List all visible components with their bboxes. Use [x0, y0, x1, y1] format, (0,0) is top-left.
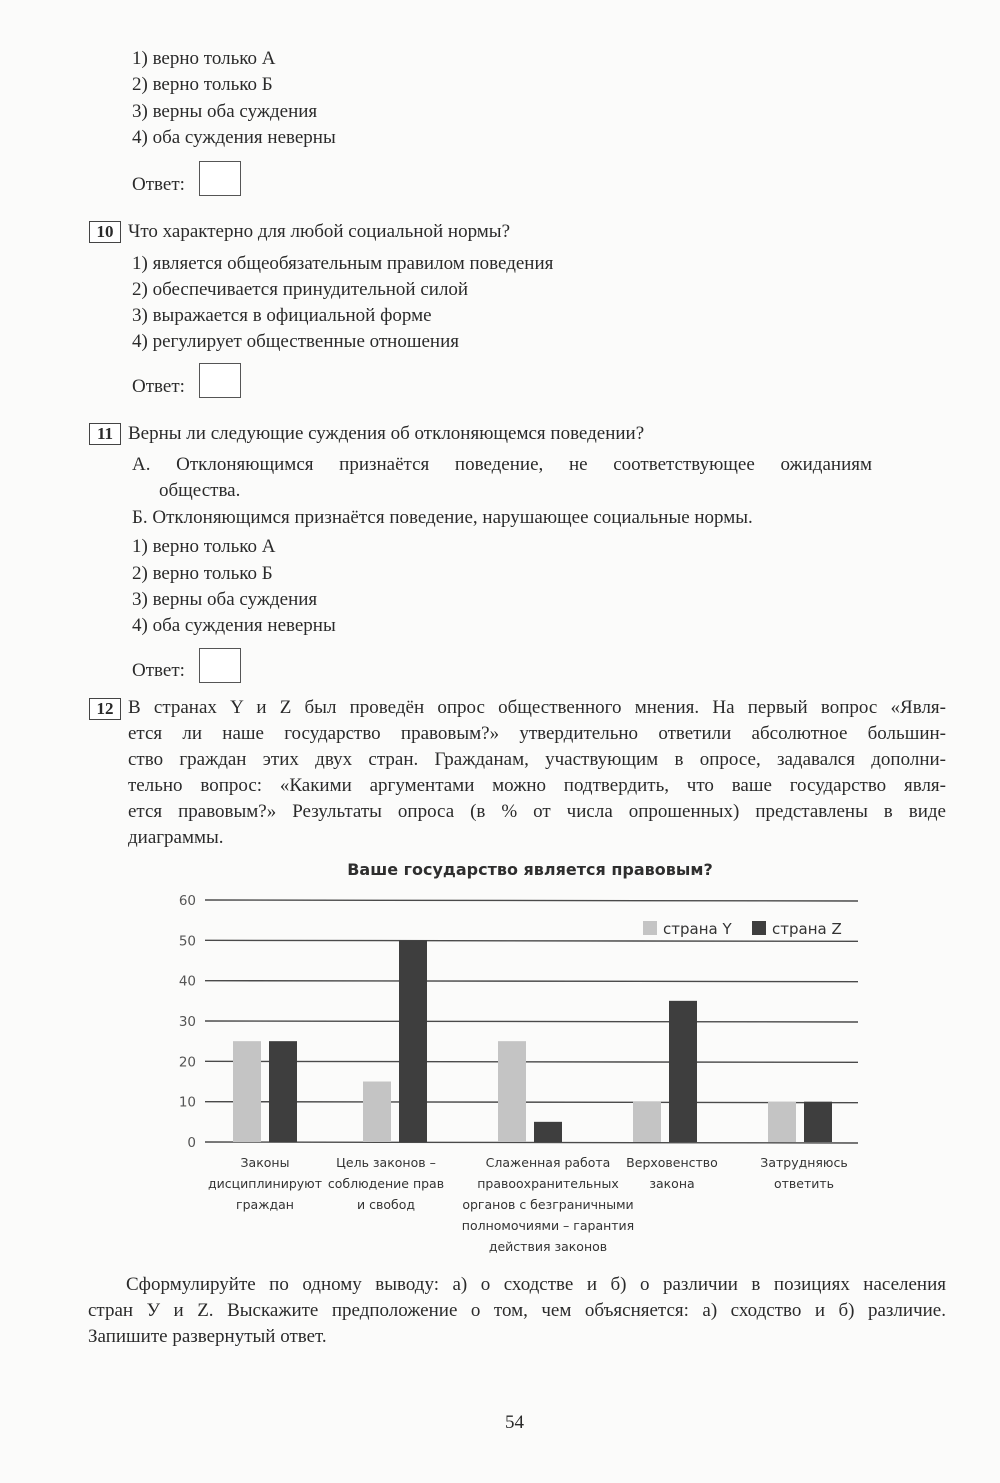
- q11-statement-b: Б. Отклоняющимся признаётся поведение, нарушающее социальные нормы.: [132, 507, 753, 528]
- y-tick-label: 60: [178, 893, 196, 909]
- y-tick-label: 0: [187, 1135, 196, 1151]
- bar-chart: [160, 885, 880, 1160]
- bar-z-2: [534, 1122, 562, 1142]
- category-label-line: Законы: [240, 1155, 290, 1170]
- gridline: [205, 1102, 858, 1103]
- category-label: [626, 1152, 718, 1194]
- category-label-line: правоохранительных: [477, 1176, 619, 1191]
- q12-text-line: ется правовым?» Результаты опроса (в % от числа опрошенных) представлены в виде: [128, 801, 946, 822]
- q12-task-line: стран У и Z. Выскажите предположение о том, чем объясняется: а) сходство и б) различие.: [88, 1300, 946, 1321]
- category-label-line: дисциплинируют: [208, 1176, 322, 1191]
- category-label-line: граждан: [236, 1197, 294, 1212]
- bar-y-3: [633, 1102, 661, 1142]
- gridline: [205, 1021, 858, 1022]
- q11-answer-box[interactable]: [199, 648, 241, 683]
- q9-answer-label: Ответ:: [132, 174, 185, 195]
- y-tick-label: 10: [178, 1094, 196, 1111]
- legend-label-z: страна Z: [772, 920, 842, 938]
- chart-y-ticks: [179, 893, 196, 1151]
- q11-option-2: 2) верно только Б: [132, 563, 273, 584]
- category-label: [760, 1152, 847, 1194]
- gridline: [205, 981, 858, 982]
- q9-option-4: 4) оба суждения неверны: [132, 127, 336, 148]
- q10-option-3: 3) выражается в официальной форме: [132, 305, 432, 326]
- category-label-line: полномочиями – гарантия: [461, 1218, 635, 1233]
- q12-text-line: ство граждан этих двух стран. Гражданам, участвующим в опросе, задавался дополни-: [128, 749, 946, 770]
- q9-option-2: 2) верно только Б: [132, 74, 273, 95]
- gridline: [205, 1061, 858, 1062]
- q12-task-line: Запишите развернутый ответ.: [88, 1326, 327, 1347]
- q12-text-line: тельно вопрос: «Какими аргументами можно подтвердить, что ваше государство явля-: [128, 775, 946, 796]
- q11-statement-a-line1: А. Отклоняющимся признаётся поведение, не соответствующее ожиданиям: [132, 454, 872, 475]
- q12-number-badge: 12: [89, 698, 121, 720]
- q10-option-2: 2) обеспечивается принудительной силой: [132, 279, 469, 300]
- bar-y-2: [498, 1041, 526, 1142]
- legend-swatch-z: [752, 921, 766, 935]
- category-label-line: Верховенство: [626, 1155, 718, 1170]
- q12-text-line: ется ли наше государство правовым?» утвердительно ответили абсолютное большин-: [128, 723, 946, 744]
- gridline: [205, 1142, 858, 1143]
- q10-option-4: 4) регулирует общественные отношения: [132, 331, 459, 352]
- bar-z-0: [269, 1041, 297, 1142]
- q12-task-line: Сформулируйте по одному выводу: а) о сходстве и б) о различии в позициях населения: [126, 1274, 946, 1295]
- q10-answer-box[interactable]: [199, 363, 241, 398]
- category-label-line: закона: [649, 1176, 695, 1191]
- q10-question: Что характерно для любой социальной нормы?: [128, 221, 511, 242]
- chart-title: Ваше государство является правовым?: [347, 860, 713, 879]
- q11-option-3: 3) верны оба суждения: [132, 589, 318, 610]
- category-label-line: и свобод: [357, 1197, 415, 1212]
- q9-option-3: 3) верны оба суждения: [132, 101, 318, 122]
- bar-z-3: [669, 1001, 697, 1142]
- page-number: 54: [505, 1412, 524, 1433]
- q11-answer-label: Ответ:: [132, 660, 185, 681]
- bar-z-4: [804, 1102, 832, 1142]
- y-tick-label: 50: [178, 933, 196, 950]
- chart-bars: [233, 940, 832, 1142]
- q12-intro-text: [128, 695, 946, 851]
- q11-question: Верны ли следующие суждения об отклоняющемся поведении?: [128, 423, 645, 444]
- q12-task-text: [88, 1272, 946, 1350]
- y-tick-label: 30: [178, 1014, 196, 1030]
- legend-label-y: страна Y: [663, 920, 732, 938]
- category-label-line: Слаженная работа: [485, 1155, 611, 1170]
- q11-statement-a-line2: общества.: [159, 480, 241, 501]
- category-label-line: органов с безграничными: [462, 1197, 634, 1212]
- category-label: [462, 1152, 634, 1257]
- bar-y-1: [363, 1082, 391, 1143]
- gridline: [205, 900, 858, 901]
- y-tick-label: 40: [178, 973, 196, 990]
- bar-y-0: [233, 1041, 261, 1142]
- q10-answer-label: Ответ:: [132, 376, 185, 397]
- category-label-line: Цель законов –: [336, 1155, 436, 1170]
- category-label-line: действия законов: [488, 1239, 608, 1254]
- category-label: [208, 1152, 322, 1215]
- chart-legend: [643, 920, 842, 938]
- legend-swatch-y: [643, 921, 657, 935]
- bar-z-1: [399, 940, 427, 1142]
- q11-number-badge: 11: [89, 423, 121, 445]
- q11-option-4: 4) оба суждения неверны: [132, 615, 336, 636]
- category-label-line: соблюдение прав: [327, 1176, 445, 1191]
- category-label: [328, 1152, 444, 1215]
- q10-number-badge: 10: [89, 221, 121, 243]
- category-label-line: ответить: [773, 1176, 835, 1191]
- bar-y-4: [768, 1102, 796, 1142]
- category-label-line: Затрудняюсь: [760, 1155, 848, 1170]
- q10-option-1: 1) является общеобязательным правилом поведения: [132, 253, 554, 274]
- q9-answer-box[interactable]: [199, 161, 241, 196]
- chart-gridlines: [205, 900, 858, 1143]
- q11-option-1: 1) верно только А: [132, 536, 276, 557]
- q12-text-line: диаграммы.: [128, 827, 224, 848]
- gridline: [205, 940, 858, 941]
- q12-text-line: В странах Y и Z был проведён опрос общественного мнения. На первый вопрос «Явля-: [128, 697, 946, 718]
- q9-option-1: 1) верно только А: [132, 48, 276, 69]
- y-tick-label: 20: [178, 1054, 196, 1071]
